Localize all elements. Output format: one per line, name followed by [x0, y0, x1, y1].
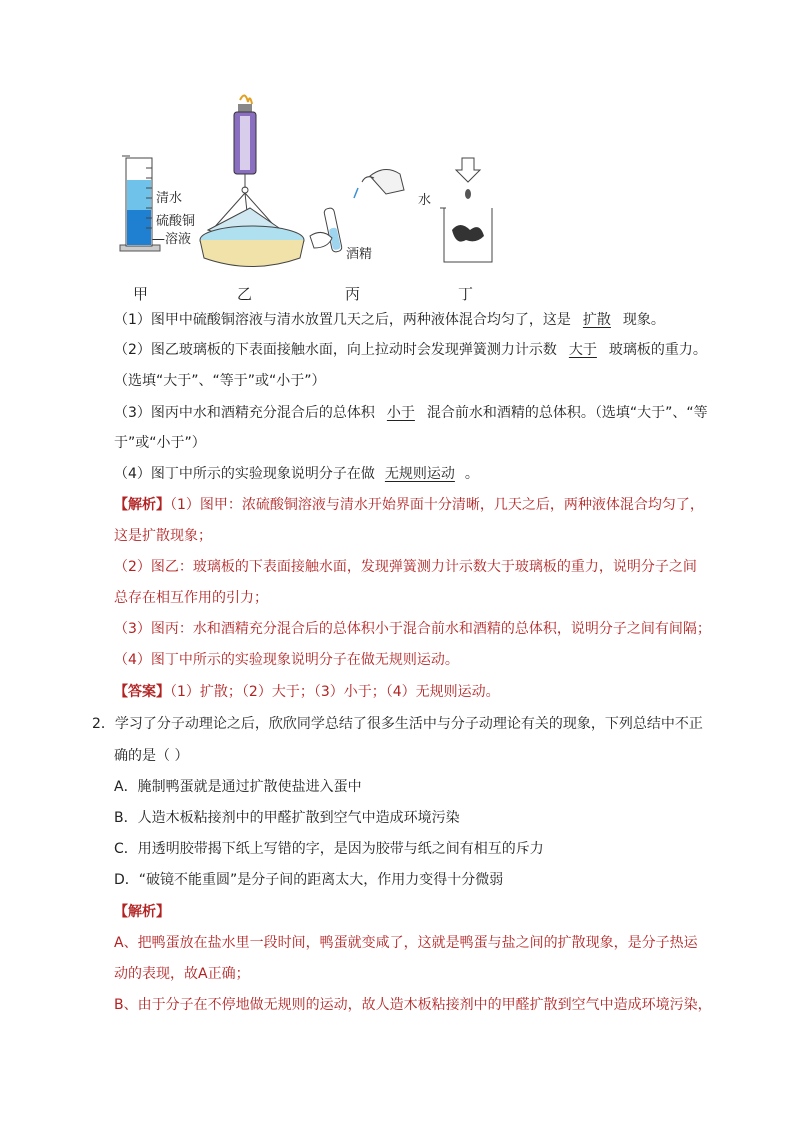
label-qingshui: 清水	[156, 191, 183, 206]
label-rongye: —溶液	[152, 232, 192, 247]
label-jiujing: 酒精	[346, 247, 373, 262]
q1-answer-2: 大于	[568, 342, 597, 358]
answer1-tag: 【答案】	[114, 684, 170, 700]
q1-part1: （1）图甲中硫酸铜溶液与清水放置几天之后，两种液体混合均匀了，这是 扩散 现象。	[114, 312, 665, 328]
q1-answer-1: 扩散	[582, 312, 611, 328]
analysis1-tag: 【解析】	[114, 497, 170, 513]
label-shui: 水	[418, 193, 432, 208]
q1-part4: （4）图丁中所示的实验现象说明分子在做 无规则运动 。	[114, 466, 479, 482]
analysis1-line1: 【解析】（1）图甲：浓硫酸铜溶液与清水开始界面十分清晰，几天之后，两种液体混合均匀了，	[114, 497, 704, 513]
figure-label-bing: 丙	[345, 285, 361, 303]
experiment-illustrations	[100, 90, 700, 300]
figure-label-ding: 丁	[458, 285, 474, 303]
analysis1-line6: （4）图丁中所示的实验现象说明分子在做无规则运动。	[114, 652, 459, 668]
test-tube-apparatus	[310, 169, 404, 252]
q2-stem-line1: 2．学习了分子动理论之后，欣欣同学总结了很多生活中与分子动理论有关的现象，下列总结中不正	[92, 716, 703, 732]
q1-part3-cont: 于”或“小于”）	[114, 435, 206, 451]
q2-option-c: C．用透明胶带揭下纸上写错的字，是因为胶带与纸之间有相互的斥力	[114, 841, 544, 857]
spring-scale-apparatus	[200, 95, 304, 266]
q1-answer-3: 小于	[386, 405, 415, 421]
q1-part2-hint: （选填“大于”、“等于”或“小于”）	[114, 373, 326, 389]
analysis1-line4: 总存在相互作用的引力；	[114, 590, 268, 606]
analysis2-tag: 【解析】	[114, 904, 170, 920]
q2-stem-line2: 确的是（ ）	[114, 748, 189, 764]
q2-option-d: D．“破镜不能重圆”是分子间的距离太大，作用力变得十分微弱	[114, 872, 504, 888]
experiment-figure	[100, 90, 700, 300]
analysis1-line2: 这是扩散现象；	[114, 528, 212, 544]
analysis1-line5: （3）图丙：水和酒精充分混合后的总体积小于混合前水和酒精的总体积，说明分子之间有间隔；	[114, 621, 711, 637]
figure-label-jia: 甲	[133, 285, 149, 303]
q1-answer-4: 无规则运动	[384, 466, 455, 482]
q1-part3: （3）图丙中水和酒精充分混合后的总体积 小于 混合前水和酒精的总体积。（选填“大于”、“等	[114, 405, 708, 421]
answer1: 【答案】（1）扩散；（2）大于；（3）小于；（4）无规则运动。	[114, 684, 500, 700]
analysis2-b-line1: B、由于分子在不停地做无规则的运动，故人造木板粘接剂中的甲醛扩散到空气中造成环境污染，	[114, 997, 712, 1013]
q1-part2: （2）图乙玻璃板的下表面接触水面，向上拉动时会发现弹簧测力计示数 大于 玻璃板的重力。	[114, 342, 707, 358]
analysis2-a-line2: 动的表现，故A正确；	[114, 966, 250, 982]
analysis1-line3: （2）图乙：玻璃板的下表面接触水面，发现弹簧测力计示数大于玻璃板的重力，说明分子之间	[114, 559, 697, 575]
analysis2-a-line1: A、把鸭蛋放在盐水里一段时间，鸭蛋就变咸了，这就是鸭蛋与盐之间的扩散现象，是分子热运	[114, 935, 698, 951]
label-liusuantong: 硫酸铜	[156, 214, 196, 229]
q2-option-b: B．人造木板粘接剂中的甲醛扩散到空气中造成环境污染	[114, 810, 460, 826]
beaker-apparatus	[440, 158, 492, 262]
figure-label-yi: 乙	[237, 285, 253, 303]
q2-option-a: A．腌制鸭蛋就是通过扩散使盐进入蛋中	[114, 779, 362, 795]
q2-number: 2．	[92, 716, 115, 732]
